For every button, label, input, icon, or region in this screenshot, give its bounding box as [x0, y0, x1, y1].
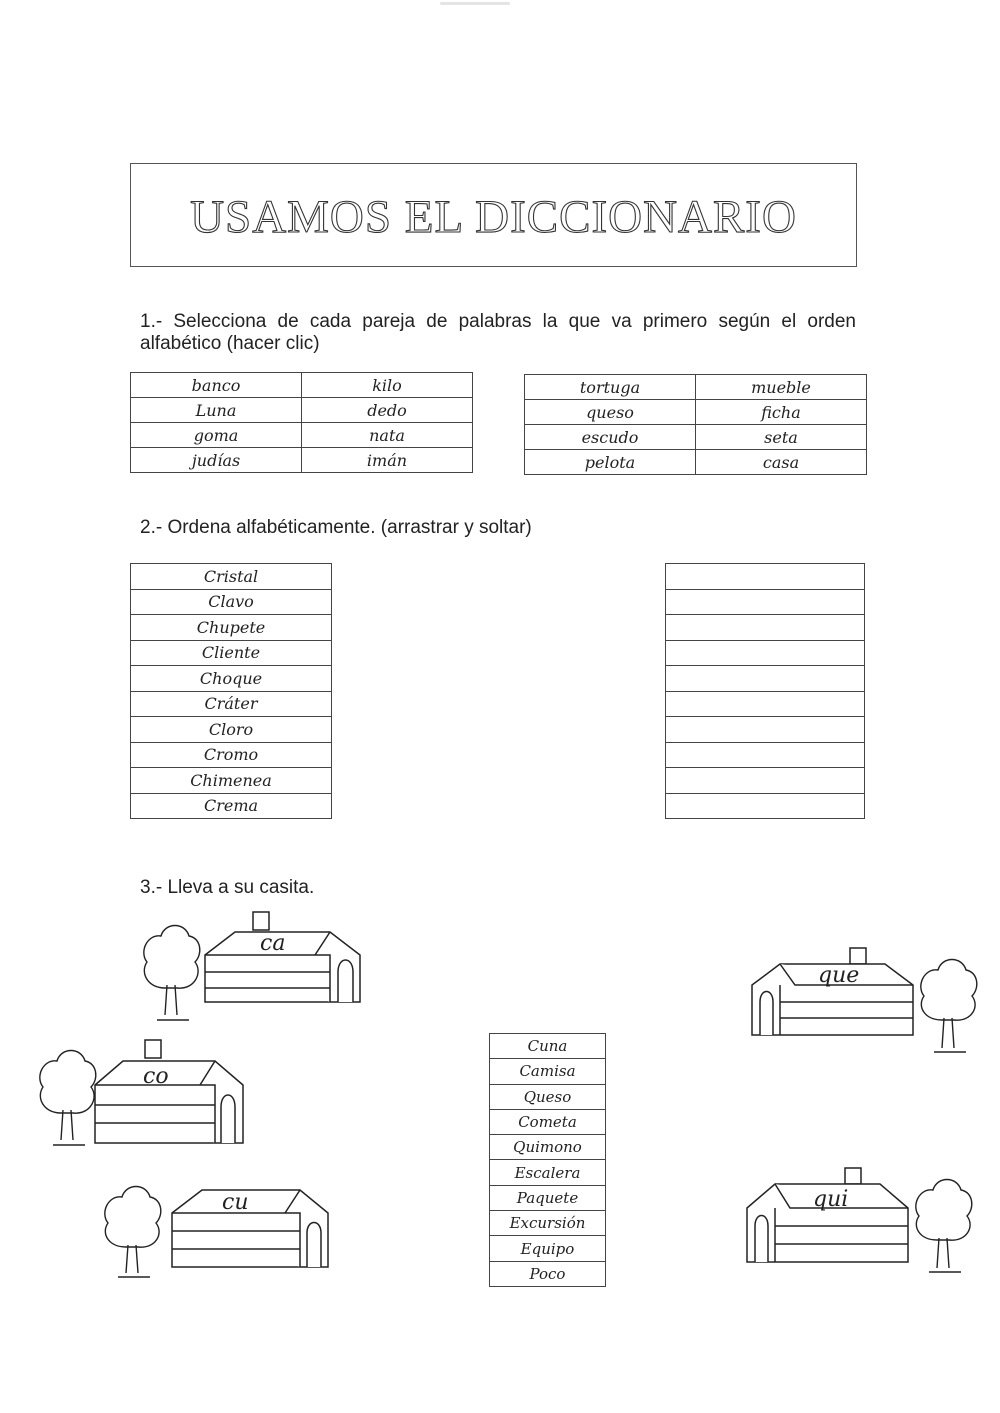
title-box [130, 163, 857, 267]
word-option[interactable]: seta [696, 425, 867, 450]
tree-icon [144, 926, 200, 1021]
word-option[interactable]: dedo [302, 398, 473, 423]
drop-slot[interactable] [666, 691, 865, 717]
house-icon [95, 1040, 243, 1143]
word-option[interactable]: queso [525, 400, 696, 425]
table-row [525, 425, 867, 450]
draggable-word[interactable]: Escalera [490, 1160, 606, 1185]
word-option[interactable]: pelota [525, 450, 696, 475]
draggable-word[interactable]: Cometa [490, 1109, 606, 1134]
house-icon [752, 948, 913, 1035]
draggable-word[interactable]: Chimenea [131, 768, 332, 794]
exercise1-instruction: 1.- Selecciona de cada pareja de palabras la que va primero según el orden alfabético (hacer clic) [140, 311, 856, 354]
word-option[interactable]: banco [131, 373, 302, 398]
word-option[interactable]: judías [131, 448, 302, 473]
table-row [525, 450, 867, 475]
exercise1-right-table [524, 374, 867, 475]
draggable-word[interactable]: Queso [490, 1084, 606, 1109]
drop-slot[interactable] [666, 742, 865, 768]
exercise2-instruction: 2.- Ordena alfabéticamente. (arrastrar y soltar) [140, 517, 532, 538]
draggable-word[interactable]: Cliente [131, 640, 332, 666]
word-option[interactable]: nata [302, 423, 473, 448]
word-option[interactable]: goma [131, 423, 302, 448]
draggable-word[interactable]: Excursión [490, 1211, 606, 1236]
house-qui[interactable] [745, 1160, 985, 1275]
drop-slot[interactable] [666, 589, 865, 615]
draggable-word[interactable]: Camisa [490, 1059, 606, 1084]
draggable-word[interactable]: Crema [131, 793, 332, 819]
drop-slot[interactable] [666, 717, 865, 743]
exercise1-left-table [130, 372, 473, 473]
word-option[interactable]: mueble [696, 375, 867, 400]
draggable-word[interactable]: Choque [131, 666, 332, 692]
house-label: cu [222, 1190, 249, 1215]
word-option[interactable]: tortuga [525, 375, 696, 400]
exercise2-drop-list [665, 563, 865, 819]
house-label: ca [260, 931, 286, 956]
draggable-word[interactable]: Cuna [490, 1034, 606, 1059]
scan-mark [440, 2, 510, 5]
house-que[interactable] [750, 940, 990, 1055]
house-label: que [818, 963, 860, 988]
word-option[interactable]: kilo [302, 373, 473, 398]
draggable-word[interactable]: Clavo [131, 589, 332, 615]
table-row [131, 448, 473, 473]
drop-slot[interactable] [666, 793, 865, 819]
house-label: qui [813, 1187, 849, 1212]
draggable-word[interactable]: Chupete [131, 615, 332, 641]
drop-slot[interactable] [666, 564, 865, 590]
draggable-word[interactable]: Poco [490, 1261, 606, 1286]
word-option[interactable]: imán [302, 448, 473, 473]
draggable-word[interactable]: Cristal [131, 564, 332, 590]
tree-icon [105, 1187, 161, 1278]
draggable-word[interactable]: Cromo [131, 742, 332, 768]
draggable-word[interactable]: Cloro [131, 717, 332, 743]
house-icon [747, 1168, 908, 1262]
draggable-word[interactable]: Quimono [490, 1135, 606, 1160]
table-row [131, 373, 473, 398]
draggable-word[interactable]: Paquete [490, 1185, 606, 1210]
word-option[interactable]: casa [696, 450, 867, 475]
table-row [525, 400, 867, 425]
word-option[interactable]: ficha [696, 400, 867, 425]
house-icon [172, 1190, 328, 1267]
tree-icon [916, 1180, 972, 1273]
draggable-word[interactable]: Cráter [131, 691, 332, 717]
tree-icon [40, 1051, 96, 1146]
word-option[interactable]: Luna [131, 398, 302, 423]
draggable-word[interactable]: Equipo [490, 1236, 606, 1261]
exercise3-instruction: 3.- Lleva a su casita. [140, 877, 315, 898]
house-co[interactable] [35, 1035, 250, 1150]
table-row [131, 398, 473, 423]
house-ca[interactable] [135, 910, 370, 1025]
drop-slot[interactable] [666, 640, 865, 666]
table-row [131, 423, 473, 448]
house-label: co [143, 1064, 169, 1089]
page-title: USAMOS EL DICCIONARIO [190, 191, 797, 243]
exercise3-word-list [489, 1033, 606, 1287]
exercise2-word-list [130, 563, 332, 819]
house-cu[interactable] [100, 1175, 335, 1280]
drop-slot[interactable] [666, 666, 865, 692]
table-row [525, 375, 867, 400]
drop-slot[interactable] [666, 615, 865, 641]
house-icon [205, 912, 360, 1002]
drop-slot[interactable] [666, 768, 865, 794]
word-option[interactable]: escudo [525, 425, 696, 450]
tree-icon [921, 960, 977, 1053]
